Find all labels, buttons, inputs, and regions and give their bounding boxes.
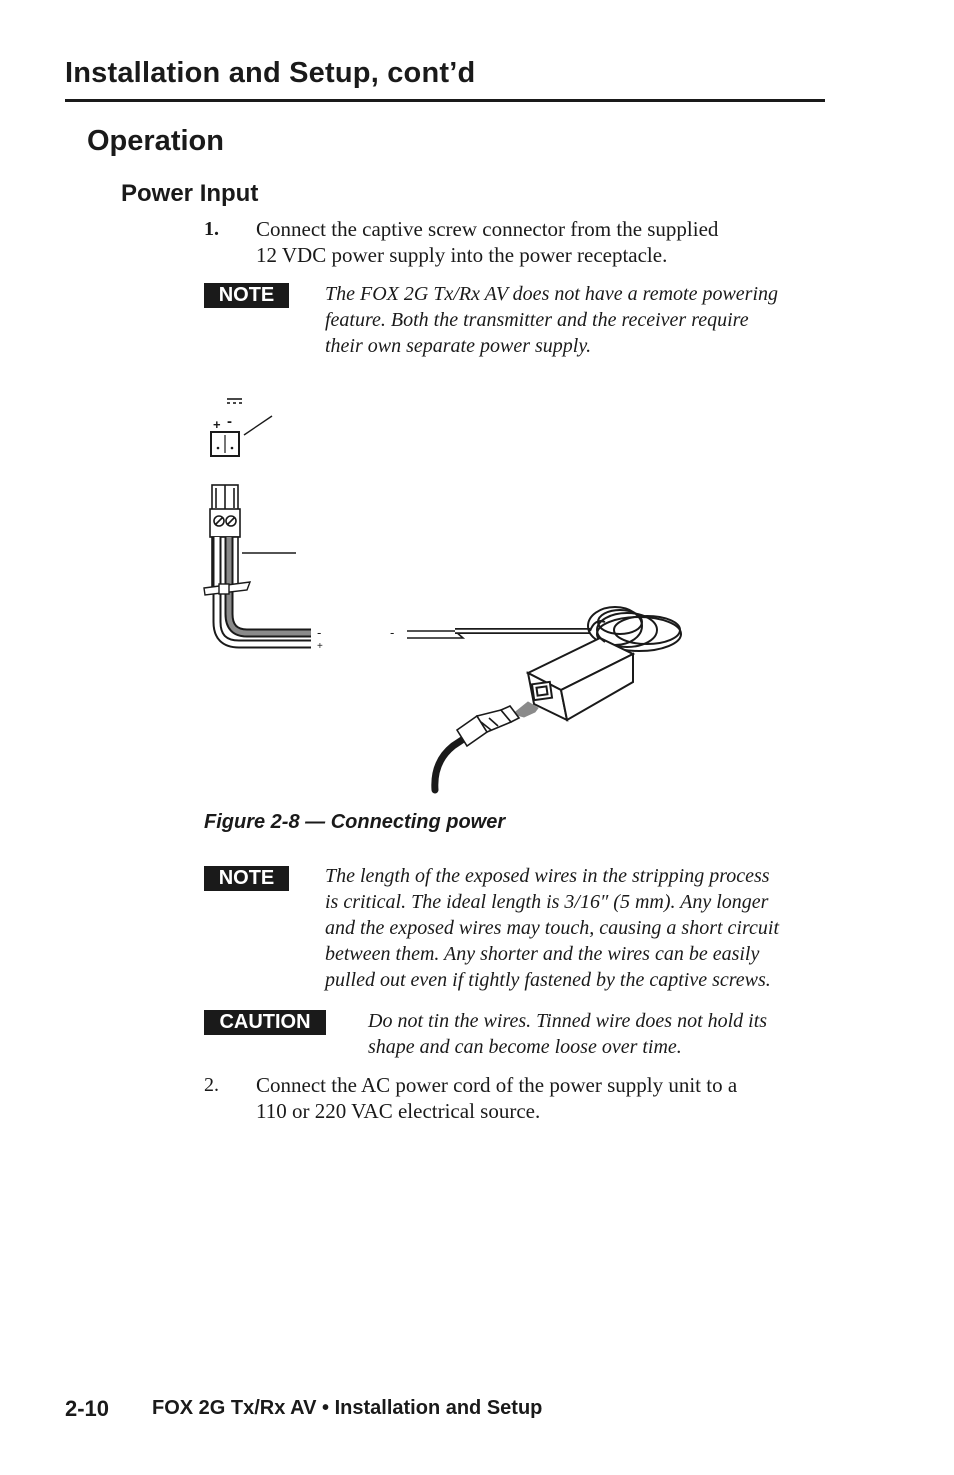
step-2-text bbox=[256, 1072, 826, 1124]
note-badge: NOTE bbox=[204, 283, 289, 308]
step-2-number: 2. bbox=[204, 1074, 219, 1096]
wire-minus-label: - bbox=[317, 625, 322, 640]
note-badge: NOTE bbox=[204, 866, 289, 891]
step-1-number: 1. bbox=[204, 218, 219, 240]
caution-line-2: shape and can become loose over time. bbox=[368, 1036, 682, 1058]
section-title: Operation bbox=[87, 125, 224, 157]
note-2-line-3: and the exposed wires may touch, causing a short circuit bbox=[325, 917, 780, 939]
caution-text bbox=[368, 1008, 828, 1060]
note-1-text bbox=[325, 281, 830, 359]
note-1-line-1: The FOX 2G Tx/Rx AV does not have a remote powering bbox=[325, 283, 779, 305]
tie-wrap bbox=[204, 582, 250, 595]
header-rule bbox=[65, 99, 825, 102]
wire-plus-label: + bbox=[317, 641, 323, 652]
note-2-line-5: pulled out even if tightly fastened by the captive screws. bbox=[325, 969, 771, 991]
caution-line-1: Do not tin the wires. Tinned wire does not hold its bbox=[368, 1010, 768, 1032]
receptacle-minus-label: - bbox=[227, 413, 232, 430]
ac-power-cord bbox=[435, 706, 519, 790]
step-1-text bbox=[256, 216, 826, 268]
step-2-line-2: 110 or 220 VAC electrical source. bbox=[256, 1099, 541, 1123]
note-1-line-2: feature. Both the transmitter and the receiver require bbox=[325, 309, 749, 331]
supply-wire-minus-label: - bbox=[390, 625, 395, 640]
note-2-line-4: between them. Any shorter and the wires can be easily bbox=[325, 943, 760, 965]
dc-symbol bbox=[227, 399, 242, 403]
connecting-power-figure bbox=[195, 390, 715, 795]
note-2-line-2: is critical. The ideal length is 3/16″ (5 mm). Any longer bbox=[325, 891, 769, 913]
footer-page-number: 2-10 bbox=[65, 1396, 110, 1421]
step-2-line-1: Connect the AC power cord of the power supply unit to a bbox=[256, 1073, 738, 1097]
note-1-line-3: their own separate power supply. bbox=[325, 335, 592, 357]
note-2-line-1: The length of the exposed wires in the stripping process bbox=[325, 865, 770, 887]
step-1-line-1: Connect the captive screw connector from the supplied bbox=[256, 217, 719, 241]
figure-caption: Figure 2-8 — Connecting power bbox=[204, 811, 506, 833]
power-supply-unit bbox=[528, 638, 633, 720]
chapter-title: Installation and Setup, cont’d bbox=[65, 57, 476, 89]
subsection-title: Power Input bbox=[121, 180, 259, 207]
note-2-text bbox=[325, 863, 830, 993]
footer-title: FOX 2G Tx/Rx AV • Installation and Setup bbox=[152, 1397, 543, 1419]
power-supply-dc-cable bbox=[407, 631, 590, 638]
step-1-line-2: 12 VDC power supply into the power receptacle. bbox=[256, 243, 668, 267]
caution-badge: CAUTION bbox=[204, 1010, 326, 1035]
receptacle-plus-label: + bbox=[213, 417, 221, 432]
receptacle-callout-line bbox=[244, 416, 272, 435]
power-receptacle bbox=[211, 432, 239, 456]
